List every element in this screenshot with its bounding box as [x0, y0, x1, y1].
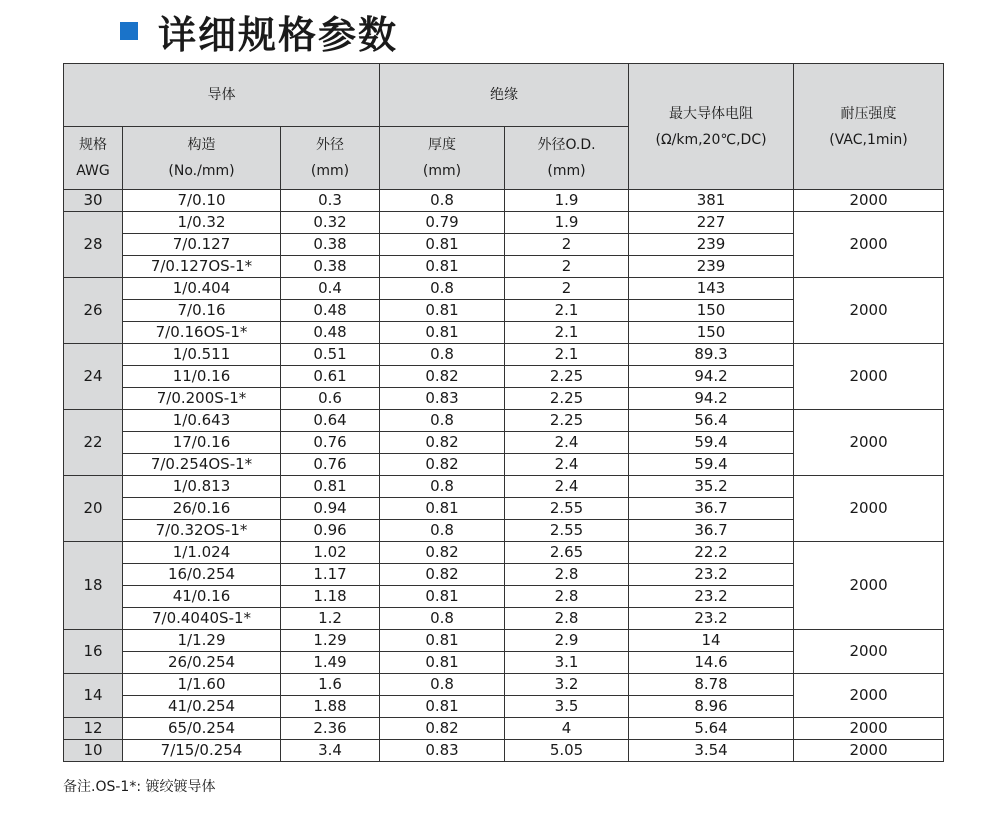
cell-withstand-voltage: 2000 — [794, 542, 944, 630]
cell-withstand-voltage: 2000 — [794, 630, 944, 674]
cell-max-resistance: 8.96 — [629, 696, 794, 718]
cell-thickness: 0.8 — [380, 410, 505, 432]
header-awg-line2: AWG — [76, 163, 110, 179]
cell-max-resistance: 227 — [629, 212, 794, 234]
cell-outer-diameter: 3.4 — [281, 740, 380, 762]
header-max-resistance-line2: (Ω/km,20℃,DC) — [655, 131, 767, 148]
cell-max-resistance: 381 — [629, 190, 794, 212]
cell-construction: 41/0.16 — [123, 586, 281, 608]
cell-insulation-od: 3.1 — [505, 652, 629, 674]
cell-insulation-od: 2.4 — [505, 432, 629, 454]
cell-outer-diameter: 0.81 — [281, 476, 380, 498]
cell-max-resistance: 14 — [629, 630, 794, 652]
cell-construction: 7/0.32OS-1* — [123, 520, 281, 542]
header-insulation-od-line1: 外径O.D. — [537, 137, 596, 153]
cell-max-resistance: 143 — [629, 278, 794, 300]
cell-outer-diameter: 0.6 — [281, 388, 380, 410]
cell-construction: 1/0.511 — [123, 344, 281, 366]
footnote: 备注.OS-1*: 镀绞镀导体 — [63, 779, 216, 795]
cell-max-resistance: 36.7 — [629, 520, 794, 542]
cell-thickness: 0.81 — [380, 630, 505, 652]
cell-awg: 10 — [64, 740, 123, 762]
cell-withstand-voltage: 2000 — [794, 740, 944, 762]
cell-insulation-od: 2.55 — [505, 498, 629, 520]
header-outer-diameter-line2: (mm) — [310, 163, 350, 179]
cell-insulation-od: 2.25 — [505, 410, 629, 432]
page-title — [120, 6, 398, 56]
cell-outer-diameter: 1.88 — [281, 696, 380, 718]
cell-thickness: 0.79 — [380, 212, 505, 234]
cell-outer-diameter: 0.96 — [281, 520, 380, 542]
cell-max-resistance: 89.3 — [629, 344, 794, 366]
cell-outer-diameter: 1.6 — [281, 674, 380, 696]
cell-insulation-od: 2.65 — [505, 542, 629, 564]
cell-outer-diameter: 1.18 — [281, 586, 380, 608]
cell-awg: 24 — [64, 344, 123, 410]
cell-insulation-od: 4 — [505, 718, 629, 740]
cell-max-resistance: 150 — [629, 300, 794, 322]
cell-construction: 7/0.127OS-1* — [123, 256, 281, 278]
cell-construction: 1/0.404 — [123, 278, 281, 300]
cell-outer-diameter: 0.3 — [281, 190, 380, 212]
header-outer-diameter — [281, 127, 380, 190]
cell-max-resistance: 36.7 — [629, 498, 794, 520]
cell-insulation-od: 2 — [505, 256, 629, 278]
cell-construction: 7/0.10 — [123, 190, 281, 212]
cell-thickness: 0.8 — [380, 476, 505, 498]
header-awg — [64, 127, 123, 190]
cell-awg: 26 — [64, 278, 123, 344]
cell-construction: 1/1.60 — [123, 674, 281, 696]
cell-thickness: 0.81 — [380, 234, 505, 256]
cell-thickness: 0.82 — [380, 564, 505, 586]
cell-insulation-od: 2 — [505, 234, 629, 256]
cell-construction: 7/0.200S-1* — [123, 388, 281, 410]
cell-awg: 12 — [64, 718, 123, 740]
page-title-text: 详细规格参数 — [158, 12, 399, 57]
cell-max-resistance: 23.2 — [629, 608, 794, 630]
cell-construction: 65/0.254 — [123, 718, 281, 740]
cell-thickness: 0.81 — [380, 300, 505, 322]
cell-thickness: 0.82 — [380, 454, 505, 476]
cell-max-resistance: 56.4 — [629, 410, 794, 432]
cell-withstand-voltage: 2000 — [794, 278, 944, 344]
cell-thickness: 0.8 — [380, 674, 505, 696]
cell-thickness: 0.8 — [380, 278, 505, 300]
cell-thickness: 0.82 — [380, 542, 505, 564]
cell-insulation-od: 1.9 — [505, 190, 629, 212]
cell-insulation-od: 2.4 — [505, 476, 629, 498]
cell-construction: 7/0.254OS-1* — [123, 454, 281, 476]
cell-outer-diameter: 0.94 — [281, 498, 380, 520]
cell-insulation-od: 2.1 — [505, 300, 629, 322]
cell-construction: 1/1.024 — [123, 542, 281, 564]
cell-outer-diameter: 0.38 — [281, 256, 380, 278]
cell-max-resistance: 150 — [629, 322, 794, 344]
cell-awg: 22 — [64, 410, 123, 476]
cell-construction: 16/0.254 — [123, 564, 281, 586]
table-row — [64, 718, 944, 740]
cell-max-resistance: 23.2 — [629, 586, 794, 608]
cell-withstand-voltage: 2000 — [794, 674, 944, 718]
cell-thickness: 0.8 — [380, 520, 505, 542]
table-row — [64, 410, 944, 432]
cell-outer-diameter: 0.48 — [281, 300, 380, 322]
cell-insulation-od: 2.25 — [505, 388, 629, 410]
table-row — [64, 344, 944, 366]
cell-insulation-od: 3.5 — [505, 696, 629, 718]
cell-withstand-voltage: 2000 — [794, 476, 944, 542]
table-row — [64, 674, 944, 696]
cell-construction: 7/15/0.254 — [123, 740, 281, 762]
cell-outer-diameter: 0.38 — [281, 234, 380, 256]
cell-thickness: 0.8 — [380, 190, 505, 212]
cell-outer-diameter: 1.2 — [281, 608, 380, 630]
header-construction — [123, 127, 281, 190]
cell-thickness: 0.81 — [380, 256, 505, 278]
header-withstand-voltage — [794, 64, 944, 190]
cell-thickness: 0.81 — [380, 498, 505, 520]
header-withstand-voltage-line1: 耐压强度 — [840, 105, 897, 122]
cell-thickness: 0.81 — [380, 696, 505, 718]
cell-max-resistance: 94.2 — [629, 388, 794, 410]
cell-max-resistance: 8.78 — [629, 674, 794, 696]
cell-thickness: 0.82 — [380, 718, 505, 740]
spec-table-body — [64, 190, 944, 762]
header-thickness — [380, 127, 505, 190]
cell-insulation-od: 3.2 — [505, 674, 629, 696]
cell-awg: 18 — [64, 542, 123, 630]
cell-max-resistance: 59.4 — [629, 432, 794, 454]
cell-awg: 30 — [64, 190, 123, 212]
cell-insulation-od: 2.9 — [505, 630, 629, 652]
cell-insulation-od: 5.05 — [505, 740, 629, 762]
cell-outer-diameter: 0.61 — [281, 366, 380, 388]
table-row — [64, 212, 944, 234]
cell-insulation-od: 2.1 — [505, 322, 629, 344]
cell-awg: 14 — [64, 674, 123, 718]
cell-outer-diameter: 0.48 — [281, 322, 380, 344]
table-row — [64, 190, 944, 212]
cell-max-resistance: 5.64 — [629, 718, 794, 740]
cell-outer-diameter: 0.32 — [281, 212, 380, 234]
cell-insulation-od: 2.8 — [505, 564, 629, 586]
cell-insulation-od: 2.1 — [505, 344, 629, 366]
cell-insulation-od: 2 — [505, 278, 629, 300]
cell-outer-diameter: 0.51 — [281, 344, 380, 366]
cell-thickness: 0.83 — [380, 388, 505, 410]
title-bullet-square-icon — [120, 22, 138, 40]
cell-insulation-od: 2.4 — [505, 454, 629, 476]
cell-insulation-od: 2.8 — [505, 608, 629, 630]
cell-construction: 26/0.16 — [123, 498, 281, 520]
cell-awg: 20 — [64, 476, 123, 542]
cell-withstand-voltage: 2000 — [794, 190, 944, 212]
cell-thickness: 0.81 — [380, 322, 505, 344]
header-max-resistance — [629, 64, 794, 190]
cell-construction: 41/0.254 — [123, 696, 281, 718]
table-row — [64, 630, 944, 652]
cell-withstand-voltage: 2000 — [794, 212, 944, 278]
cell-thickness: 0.8 — [380, 344, 505, 366]
cell-max-resistance: 94.2 — [629, 366, 794, 388]
cell-thickness: 0.81 — [380, 586, 505, 608]
cell-max-resistance: 14.6 — [629, 652, 794, 674]
cell-outer-diameter: 0.76 — [281, 432, 380, 454]
cell-construction: 17/0.16 — [123, 432, 281, 454]
table-row — [64, 278, 944, 300]
cell-max-resistance: 239 — [629, 234, 794, 256]
cell-thickness: 0.82 — [380, 432, 505, 454]
cell-outer-diameter: 0.64 — [281, 410, 380, 432]
cell-thickness: 0.8 — [380, 608, 505, 630]
table-row — [64, 476, 944, 498]
cell-construction: 1/0.813 — [123, 476, 281, 498]
cell-construction: 11/0.16 — [123, 366, 281, 388]
header-insulation-od — [505, 127, 629, 190]
header-thickness-line2: (mm) — [422, 163, 462, 179]
cell-construction: 1/0.643 — [123, 410, 281, 432]
cell-construction: 1/1.29 — [123, 630, 281, 652]
cell-construction: 26/0.254 — [123, 652, 281, 674]
cell-thickness: 0.81 — [380, 652, 505, 674]
cell-outer-diameter: 1.02 — [281, 542, 380, 564]
header-awg-line1: 规格 — [79, 137, 107, 153]
header-conductor: 导体 — [64, 64, 380, 127]
cell-max-resistance: 59.4 — [629, 454, 794, 476]
header-insulation: 绝缘 — [380, 64, 629, 127]
table-row — [64, 740, 944, 762]
cell-outer-diameter: 1.17 — [281, 564, 380, 586]
cell-withstand-voltage: 2000 — [794, 410, 944, 476]
cell-thickness: 0.82 — [380, 366, 505, 388]
cell-insulation-od: 1.9 — [505, 212, 629, 234]
cell-construction: 1/0.32 — [123, 212, 281, 234]
cell-insulation-od: 2.55 — [505, 520, 629, 542]
header-insulation-od-line2: (mm) — [547, 163, 586, 179]
cell-outer-diameter: 1.49 — [281, 652, 380, 674]
cell-max-resistance: 23.2 — [629, 564, 794, 586]
table-row — [64, 542, 944, 564]
spec-table — [63, 63, 944, 762]
cell-awg: 16 — [64, 630, 123, 674]
cell-withstand-voltage: 2000 — [794, 718, 944, 740]
cell-insulation-od: 2.8 — [505, 586, 629, 608]
cell-max-resistance: 22.2 — [629, 542, 794, 564]
header-withstand-voltage-line2: (VAC,1min) — [829, 131, 908, 148]
cell-construction: 7/0.4040S-1* — [123, 608, 281, 630]
cell-construction: 7/0.127 — [123, 234, 281, 256]
header-construction-line2: (No./mm) — [168, 163, 235, 179]
header-construction-line1: 构造 — [187, 137, 216, 153]
cell-outer-diameter: 1.29 — [281, 630, 380, 652]
header-thickness-line1: 厚度 — [428, 137, 457, 153]
header-outer-diameter-line1: 外径 — [316, 137, 345, 153]
cell-construction: 7/0.16 — [123, 300, 281, 322]
cell-awg: 28 — [64, 212, 123, 278]
cell-insulation-od: 2.25 — [505, 366, 629, 388]
cell-construction: 7/0.16OS-1* — [123, 322, 281, 344]
cell-withstand-voltage: 2000 — [794, 344, 944, 410]
cell-outer-diameter: 0.4 — [281, 278, 380, 300]
cell-max-resistance: 239 — [629, 256, 794, 278]
header-max-resistance-line1: 最大导体电阻 — [669, 105, 754, 122]
cell-outer-diameter: 0.76 — [281, 454, 380, 476]
cell-thickness: 0.83 — [380, 740, 505, 762]
cell-max-resistance: 3.54 — [629, 740, 794, 762]
cell-max-resistance: 35.2 — [629, 476, 794, 498]
cell-outer-diameter: 2.36 — [281, 718, 380, 740]
